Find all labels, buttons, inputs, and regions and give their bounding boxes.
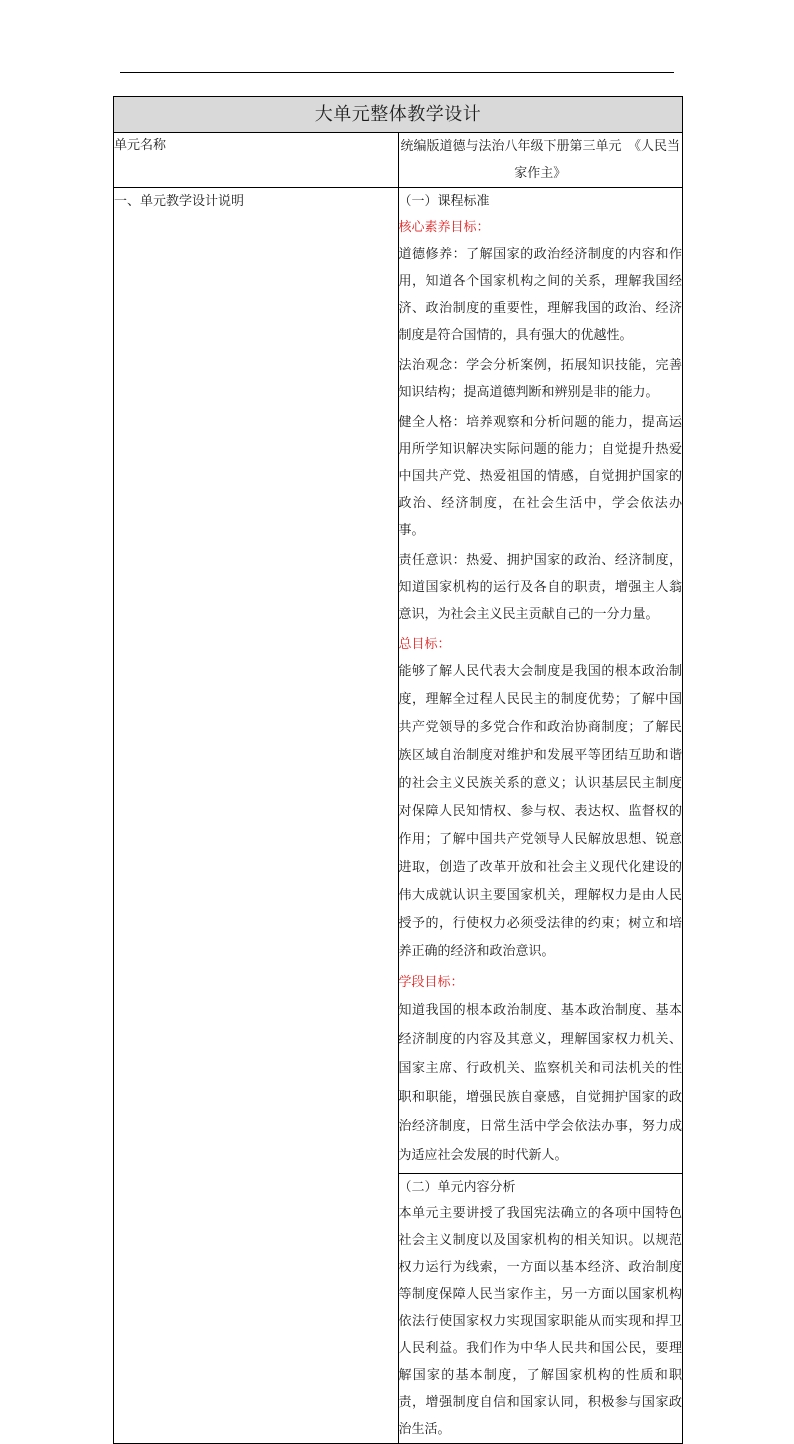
core-item-responsibility: 责任意识：热爱、拥护国家的政治、经济制度，知道国家机构的运行及各自的职责，增强主人翁意识，为社会主义民主贡献自己的一分力量。 bbox=[398, 553, 682, 622]
curriculum-standard-heading: （一）课程标准 bbox=[398, 194, 490, 209]
core-item-moral: 道德修养：了解国家的政治经济制度的内容和作用，知道各个国家机构之间的关系，理解我国经济、政治制度的重要性，理解我国的政治、经济制度是符合国情的，具有强大的优越性。 bbox=[398, 247, 682, 343]
core-competency-title: 核心素养目标： bbox=[398, 220, 490, 235]
content-analysis-text: 本单元主要讲授了我国宪法确立的各项中国特色社会主义制度以及国家机构的相关知识。以规范权力运行为线索，一方面以基本经济、政治制度等制度保障人民当家作主，另一方面以国家机构依法行使国家权力实现国家职能从而实现和捍卫人民利益。我们作为中华人民共和国公民，要理解国家的基本制度，了解国家机构的性质和职责，增强制度自信和国家认同，积极参与国家政治生活。 bbox=[398, 1206, 682, 1437]
title-row bbox=[114, 97, 683, 133]
core-item-law: 法治观念：学会分析案例，拓展知识技能，完善知识结构；提高道德判断和辨别是非的能力。 bbox=[398, 358, 682, 400]
teaching-design-table bbox=[113, 96, 683, 1444]
stage-goal-title: 学段目标： bbox=[398, 975, 464, 990]
document-title: 大单元整体教学设计 bbox=[114, 97, 683, 133]
unit-name-label: 单元名称 bbox=[114, 133, 399, 188]
stage-goal-text: 知道我国的根本政治制度、基本政治制度、基本经济制度的内容及其意义，理解国家权力机关、国家主席、行政机关、监察机关和司法机关的性职和职能，增强民族自豪感，自觉拥护国家的政治经济制度，日常生活中学会依法办事，努力成为适应社会发展的时代新人。 bbox=[398, 1003, 682, 1163]
total-goal-title: 总目标： bbox=[398, 637, 451, 652]
core-item-personality: 健全人格：培养观察和分析问题的能力，提高运用所学知识解决实际问题的能力；自觉提升热爱中国共产党、热爱祖国的情感，自觉拥护国家的政治、经济制度，在社会生活中，学会依法办事。 bbox=[398, 415, 682, 538]
total-goal-text: 能够了解人民代表大会制度是我国的根本政治制度，理解全过程人民民主的制度优势；了解中国共产党领导的多党合作和政治协商制度；了解民族区域自治制度对维护和发展平等团结互助和谐的社会主义民族关系的意义；认识基层民主制度对保障人民知情权、参与权、表达权、监督权的作用；了解中国共产党领导人民解放思想、锐意进取，创造了改革开放和社会主义现代化建设的伟大成就认识主要国家机关，理解权力是由人民授予的，行使权力必须受法律的约束；树立和培养正确的经济和政治意识。 bbox=[398, 664, 682, 959]
unit-name-row bbox=[114, 133, 683, 188]
content-analysis-heading: （二）单元内容分析 bbox=[398, 1180, 516, 1195]
curriculum-standard-cell bbox=[398, 188, 683, 1174]
unit-name-value: 统编版道德与法治八年级下册第三单元 《人民当家作主》 bbox=[398, 133, 683, 188]
section-label: 一、单元教学设计说明 bbox=[114, 188, 399, 1444]
header-rule bbox=[120, 72, 674, 73]
section-1-row bbox=[114, 188, 683, 1174]
content-analysis-cell bbox=[398, 1174, 683, 1444]
